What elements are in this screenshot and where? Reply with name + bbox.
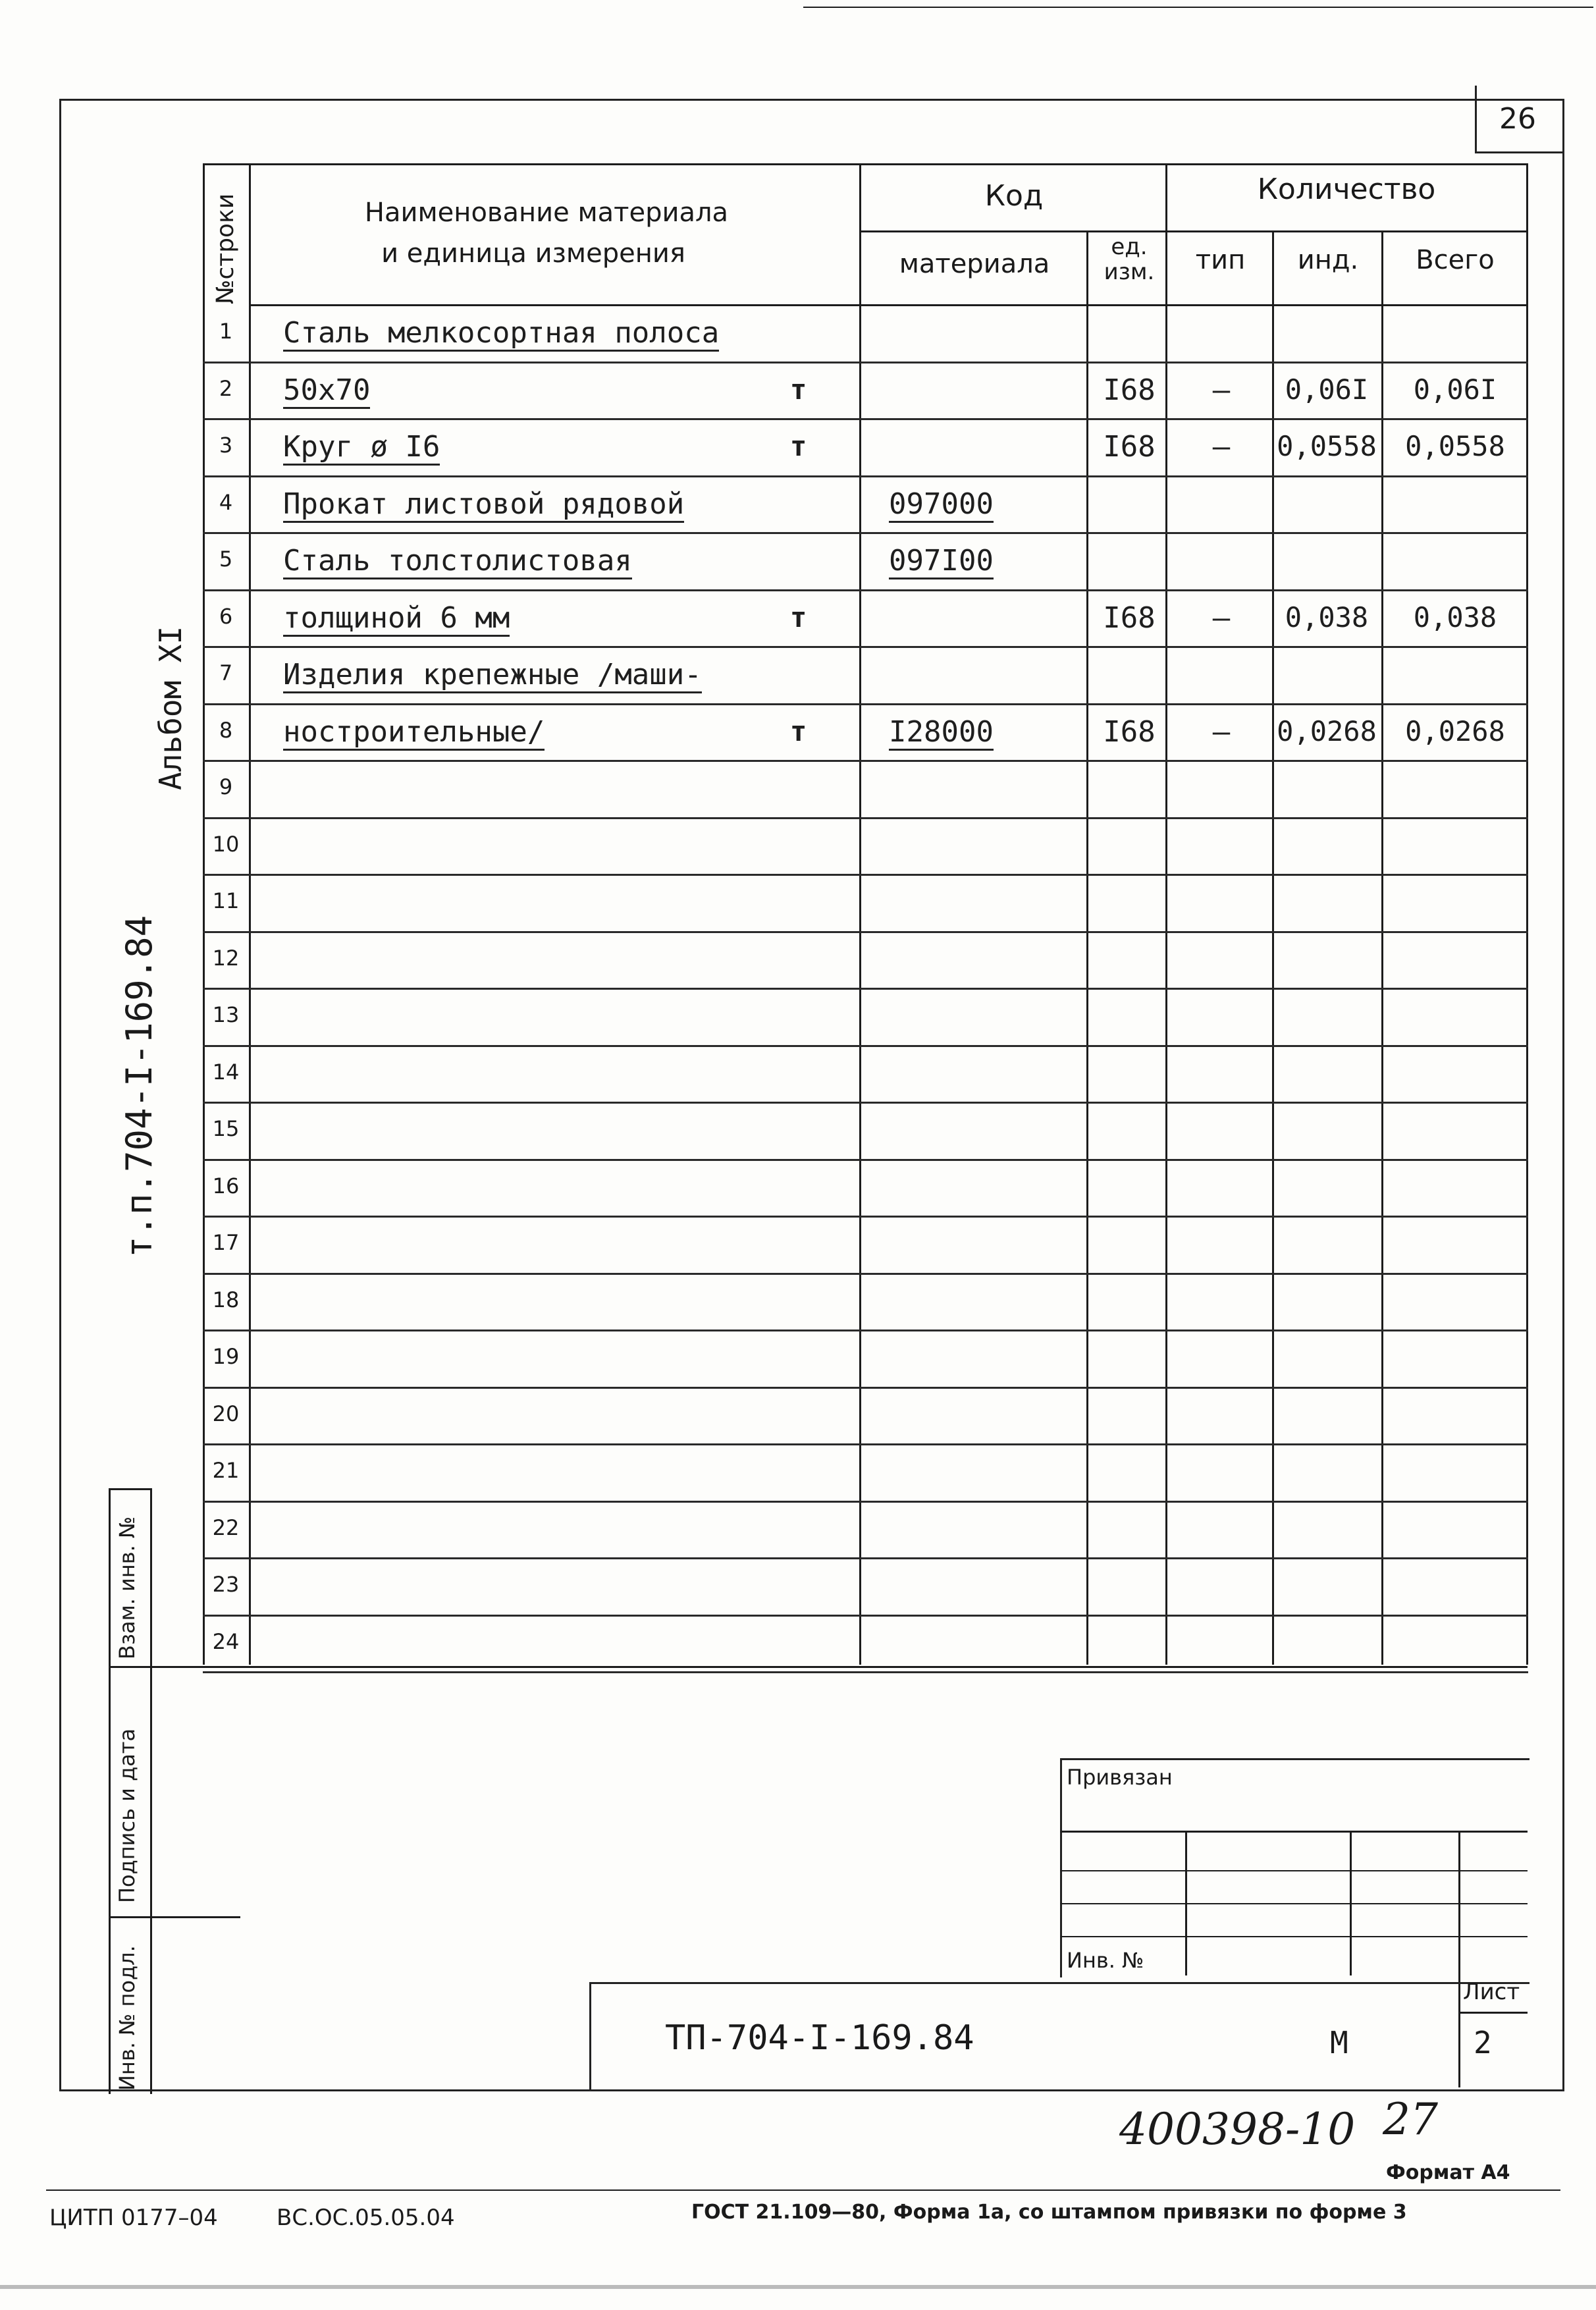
cell-type: –: [1212, 601, 1231, 635]
stamp-tied-label: Привязан: [1067, 1765, 1173, 1790]
row-number: 13: [212, 1002, 240, 1027]
row-number: 21: [212, 1458, 240, 1483]
footer-gost: ГОСТ 21.109—80, Форма 1а, со штампом привязки по форме 3: [691, 2201, 1407, 2224]
row-number: 22: [212, 1515, 240, 1540]
row-separator: [203, 589, 1528, 591]
cell-code: 097I00: [889, 544, 994, 579]
cell-name: ностроительные/: [283, 715, 545, 751]
row-number: 3: [219, 433, 233, 458]
cell-name: Круг ø I6: [283, 430, 440, 466]
row-number: 6: [219, 604, 233, 629]
row-separator: [203, 1273, 1528, 1275]
row-separator: [203, 1443, 1528, 1445]
cell-type: –: [1212, 430, 1231, 464]
row-separator: [203, 817, 1528, 819]
cell-total: 0,0268: [1405, 715, 1505, 747]
cell-total: 0,0558: [1405, 430, 1505, 462]
cell-code: 097000: [889, 487, 994, 523]
row-separator: [203, 1330, 1528, 1331]
row-separator: [203, 1615, 1528, 1617]
cell-unit: т: [790, 430, 807, 462]
cell-ind: 0,06I: [1285, 373, 1369, 406]
row-number: 19: [212, 1344, 240, 1369]
row-separator: [203, 475, 1528, 477]
row-separator: [203, 418, 1528, 420]
row-number: 15: [212, 1116, 240, 1141]
handwritten-number: 27: [1383, 2094, 1438, 2145]
qty-ind-header: инд.: [1297, 245, 1359, 275]
replace-inv-label: Взам. инв. №: [115, 1516, 140, 1659]
sheet-number: 2: [1474, 2025, 1492, 2060]
row-separator: [203, 1671, 1528, 1673]
cell-ind: 0,0268: [1277, 715, 1377, 747]
cell-ind: 0,0558: [1277, 430, 1377, 462]
row-separator: [203, 1102, 1528, 1104]
qty-total-header: Всего: [1416, 245, 1495, 275]
row-separator: [203, 1387, 1528, 1389]
page-number: 26: [1499, 102, 1536, 136]
row-number: 4: [219, 490, 233, 515]
row-number: 16: [212, 1173, 240, 1198]
row-number: 1: [219, 319, 233, 344]
code-material-header: материала: [899, 249, 1050, 279]
cell-name: 50x70: [283, 373, 370, 409]
cell-total: 0,06I: [1413, 373, 1497, 406]
row-separator: [203, 1501, 1528, 1503]
project-side-label: т.п.704-I-169.84: [119, 915, 160, 1258]
stamp-inv-label: Инв. №: [1067, 1948, 1144, 1973]
row-number: 2: [219, 376, 233, 401]
name-header-line2: и единица измерения: [381, 238, 685, 269]
cell-unit: т: [790, 601, 807, 633]
code-header: Код: [984, 179, 1044, 213]
row-separator: [203, 1045, 1528, 1047]
row-number: 5: [219, 547, 233, 572]
row-number: 9: [219, 774, 233, 799]
row-number: 17: [212, 1230, 240, 1255]
code-unit-header: ед. изм.: [1104, 234, 1155, 285]
cell-unit: т: [790, 715, 807, 747]
row-number: 14: [212, 1060, 240, 1085]
cell-type: –: [1212, 373, 1231, 407]
cell-name: Сталь мелкосортная полоса: [283, 316, 719, 352]
name-header-line1: Наименование материала: [364, 198, 729, 228]
row-separator: [203, 532, 1528, 534]
row-number: 8: [219, 718, 233, 743]
row-number: 23: [212, 1572, 240, 1597]
cell-code: I28000: [889, 715, 994, 751]
cell-ind: 0,038: [1285, 601, 1369, 633]
cell-name: Изделия крепежные /маши-: [283, 658, 702, 693]
archive-number: 400398-10: [1119, 2104, 1356, 2155]
cell-total: 0,038: [1413, 601, 1497, 633]
sign-date-label: Подпись и дата: [115, 1728, 140, 1903]
cell-type: –: [1212, 715, 1231, 749]
cell-ed: I68: [1103, 715, 1156, 749]
row-number: 20: [212, 1401, 240, 1426]
row-separator: [203, 703, 1528, 705]
row-number: 24: [212, 1629, 240, 1654]
row-separator: [203, 988, 1528, 990]
inv-no-label: Инв. № подл.: [115, 1945, 140, 2091]
row-separator: [203, 1216, 1528, 1218]
row-separator: [203, 760, 1528, 762]
row-separator: [203, 362, 1528, 363]
row-number: 10: [212, 832, 240, 857]
cell-ed: I68: [1103, 373, 1156, 407]
doc-mark: М: [1330, 2025, 1348, 2060]
bottom-scan-edge: [0, 2285, 1596, 2289]
row-separator: [203, 1159, 1528, 1161]
doc-code: ТП-704-I-169.84: [665, 2018, 974, 2058]
cell-name: Прокат листовой рядовой: [283, 487, 684, 523]
row-separator: [203, 646, 1528, 648]
footer-left-code: ЦИТП 0177–04: [49, 2205, 218, 2231]
footer-middle-code: ВС.ОС.05.05.04: [277, 2205, 455, 2231]
cell-ed: I68: [1103, 430, 1156, 464]
row-separator: [203, 931, 1528, 933]
row-number: 12: [212, 946, 240, 971]
cell-unit: т: [790, 373, 807, 406]
format-label: Формат А4: [1386, 2161, 1510, 2184]
row-separator: [203, 1557, 1528, 1559]
album-label: Альбом XI: [153, 626, 188, 790]
row-number: 7: [219, 660, 233, 685]
row-number: 11: [212, 888, 240, 913]
row-number-header: №строки: [212, 193, 239, 304]
row-number: 18: [212, 1287, 240, 1312]
side-block-line: [150, 1488, 152, 2094]
cell-name: толщиной 6 мм: [283, 601, 510, 637]
qty-type-header: тип: [1195, 245, 1246, 275]
quantity-header: Количество: [1257, 173, 1436, 206]
cell-ed: I68: [1103, 601, 1156, 635]
sheet-label: Лист: [1463, 1979, 1520, 2005]
row-separator: [203, 874, 1528, 876]
cell-name: Сталь толстолистовая: [283, 544, 632, 579]
